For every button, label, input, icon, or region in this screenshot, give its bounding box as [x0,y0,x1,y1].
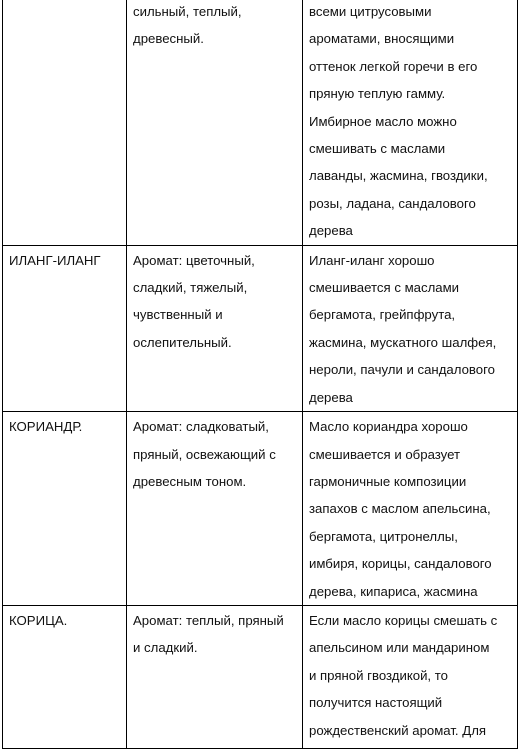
oil-name-cell [3,605,127,748]
blend-cell [303,0,518,245]
blend-cell [303,412,518,606]
oil-name-cell [3,0,127,245]
oil-name-cell [3,412,127,606]
aroma-cell [127,412,303,606]
table-row [3,245,518,411]
essential-oils-table [2,0,518,749]
oil-name: КОРИАНДР. [9,419,83,435]
blend-cell [303,605,518,748]
aroma-description: Аромат: цветочный, сладкий, тяжелый, чувственный и ослепительный. [133,252,255,350]
table-row [3,0,518,245]
aroma-cell [127,245,303,411]
aroma-cell [127,0,303,245]
blend-description: Иланг-иланг хорошо смешивается с маслами бергамота, грейпфрута, жасмина, мускатного шалфея, нероли, пачули и сандалового дерева [309,252,497,405]
oil-name: ИЛАНГ-ИЛАНГ [9,252,101,268]
blend-description: всеми цитрусовыми ароматами, вносящими оттенок легкой горечи в его пряную теплую гамму. Имбирное масло можно смешивать с маслами лаванды, жасмина, гвоздики, розы, ладана, сандалового дерева [309,4,488,239]
aroma-description: сильный, теплый, древесный. [133,4,242,47]
blend-cell [303,245,518,411]
oil-name: КОРИЦА. [9,612,68,628]
oil-name-cell [3,245,127,411]
aroma-cell [127,605,303,748]
table-row [3,605,518,748]
aroma-description: Аромат: теплый, пряный и сладкий. [133,612,284,656]
blend-description: Если масло корицы смешать с апельсином или мандарином и пряной гвоздикой, то получится настоящий рождественский аромат. Для [309,612,498,738]
blend-description: Масло кориандра хорошо смешивается и образует гармоничные композиции запахов с маслом апельсина, бергамота, цитронеллы, имбиря, корицы, сандалового дерева, кипариса, жасмина [309,419,492,599]
table-row [3,412,518,606]
aroma-description: Аромат: сладковатый, пряный, освежающий с древесным тоном. [133,419,276,489]
